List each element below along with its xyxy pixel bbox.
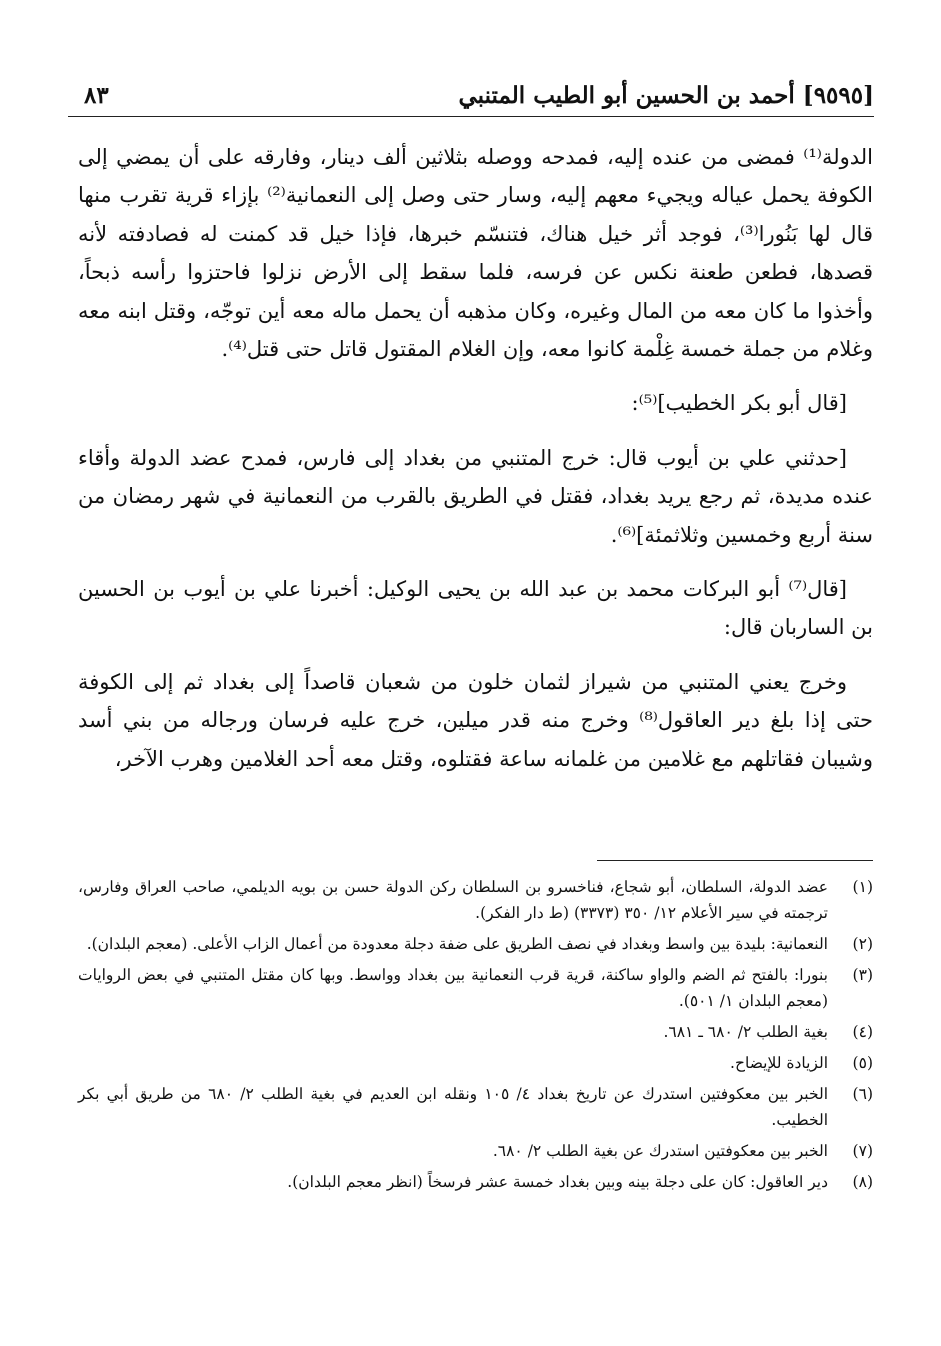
footnote (78, 874, 873, 926)
paragraph: [قال أبو بكر الخطيب]⁽⁵⁾: (631, 391, 847, 416)
footnote-text: الخبر بين معكوفتين استدرك عن تاريخ بغداد ٤/ ١٠٥ ونقله ابن العديم في بغية الطلب ٢/ ٦٨٠ من طريق أبي بكر الخطيب. (78, 1085, 829, 1129)
paragraph: الدولة⁽¹⁾ فمضى من عنده إليه، فمدحه ووصله بثلاثين ألف دينار، وفارقه على أن يمضي إلى الكوفة يحمل عياله ويجيء معهم إليه، وسار حتى وصل إلى النعمانية⁽²⁾ بإزاء قرية تقرب منها قال لها بَنُورا⁽³⁾، فوجد أثر خيل هناك، فتنسّم خبرها، فإذا خيل قد كمنت له فصادفته لأنه قصدها، فطعن طعنة نكس عن فرسه، فلما سقط إلى الأرض نزلوا فاحتزوا رأسه ذبحاً، وأخذوا ما كان معه من المال وغيره، وكان مذهبه أن يحمل ماله معه أين توجّه، وقتل ابنه معه وغلام من جملة خمسة غِلْمة كانوا معه، وإن الغلام المقتول قاتل حتى قتل⁽⁴⁾. (78, 145, 873, 362)
paragraph: وخرج يعني المتنبي من شيراز لثمان خلون من شعبان قاصداً إلى بغداد ثم إلى الكوفة حتى إذا بلغ دير العاقول⁽⁸⁾ وخرج منه قدر ميلين، خرج عليه فرسان ورجاله من بني أسد وشيبان فقاتلهم مع غلامين من غلمانه ساعة فقتلوه، وقتل معه أحد الغلامين وهرب الآخر، (78, 669, 873, 771)
footnote-text: الخبر بين معكوفتين استدرك عن بغية الطلب ٢/ ٦٨٠. (492, 1142, 828, 1160)
footnote-text: الزيادة للإيضاح. (730, 1054, 828, 1072)
footnote-separator (597, 860, 873, 861)
footnote-number: (٥) (852, 1054, 873, 1072)
footnote-number: (٤) (852, 1023, 873, 1041)
main-text (78, 138, 873, 778)
page-number: ٨٣ (84, 82, 109, 109)
running-head-title: [٩٥٩٥] أحمد بن الحسين أبو الطيب المتنبي (458, 82, 874, 109)
footnote-number: (١) (852, 878, 873, 896)
footnote-text: عضد الدولة، السلطان، أبو شجاع، فناخسرو بن السلطان ركن الدولة حسن بن بويه الديلمي، صاحب العراق وفارس، ترجمته في سير الأعلام ١٢/ ٣٥٠ (٣٣٧٣) (ط دار الفكر). (78, 878, 828, 922)
running-head (68, 70, 874, 117)
footnote-number: (٢) (852, 935, 873, 953)
footnote (78, 1050, 873, 1076)
footnote (78, 1169, 873, 1195)
footnote-number: (٣) (852, 966, 873, 984)
footnote (78, 1138, 873, 1164)
footnote-number: (٨) (852, 1173, 873, 1191)
footnote-text: بغية الطلب ٢/ ٦٨٠ ـ ٦٨١. (663, 1023, 828, 1041)
footnote-number: (٧) (852, 1142, 873, 1160)
footnote (78, 931, 873, 957)
footnote-text: دير العاقول: كان على دجلة بينه وبين بغداد خمسة عشر فرسخاً (انظر معجم البلدان). (287, 1173, 828, 1191)
paragraph: [قال⁽⁷⁾ أبو البركات محمد بن عبد الله بن يحيى الوكيل: أخبرنا علي بن أيوب بن الحسين بن الساربان قال: (78, 577, 873, 640)
footnotes (78, 874, 873, 1200)
footnote-text: النعمانية: بليدة بين واسط وبغداد في نصف الطريق على ضفة دجلة معدودة من أعمال الزاب الأعلى. (معجم البلدان). (86, 935, 828, 953)
footnote-text: بنورا: بالفتح ثم الضم والواو ساكنة، قرية قرب النعمانية بين بغداد وواسط. وبها كان مقتل المتنبي في بعض الروايات (معجم البلدان ١/ ٥٠١). (78, 966, 828, 1010)
footnote (78, 962, 873, 1014)
footnote (78, 1019, 873, 1045)
paragraph: [حدثني علي بن أيوب قال: خرج المتنبي من بغداد إلى فارس، فمدح عضد الدولة وأقاء عنده مديدة، ثم رجع يريد بغداد، فقتل في الطريق بالقرب من النعمانية في شهر رمضان من سنة أربع وخمسين وثلاثمئة]⁽⁶⁾. (78, 445, 873, 547)
footnote-number: (٦) (852, 1085, 873, 1103)
footnote (78, 1081, 873, 1133)
